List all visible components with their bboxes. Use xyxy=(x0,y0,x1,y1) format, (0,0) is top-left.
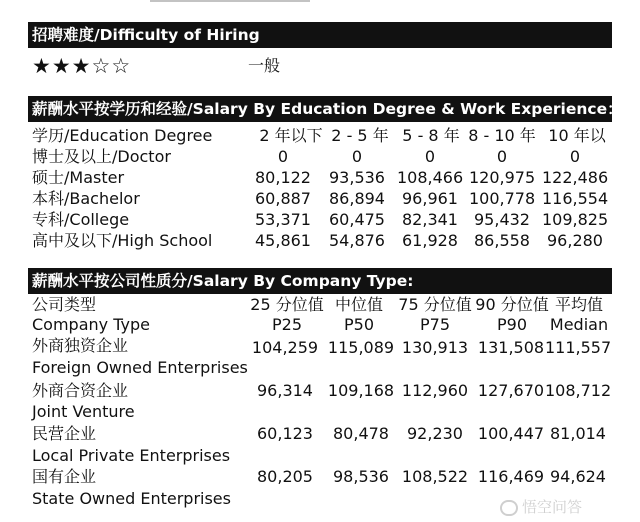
company-row-label-en: State Owned Enterprises xyxy=(32,489,231,508)
education-cell: 0 xyxy=(351,147,363,166)
company-row-label-cn: 民营企业 xyxy=(32,424,97,443)
star-outline-icon: ☆ xyxy=(91,54,112,78)
education-cell: 0 xyxy=(424,147,436,166)
company-row-label-en: Foreign Owned Enterprises xyxy=(32,358,248,377)
education-cell: 96,961 xyxy=(402,189,458,208)
company-cell: 115,089 xyxy=(327,338,395,357)
education-cell: 120,975 xyxy=(469,168,536,187)
education-row-label: 高中及以下/High School xyxy=(32,231,213,250)
company-cell: 116,469 xyxy=(477,467,545,486)
company-cell: 100,447 xyxy=(477,424,545,443)
education-cell: 95,432 xyxy=(474,210,530,229)
education-cell: 0 xyxy=(277,147,289,166)
education-cell: 60,887 xyxy=(255,189,311,208)
company-row-label-en: Local Private Enterprises xyxy=(32,446,231,465)
company-col-header-en: P25 xyxy=(271,315,302,334)
education-header: 薪酬水平按学历和经验/Salary By Education Degree & Work Experience： xyxy=(28,96,612,122)
company-label-cn: 公司类型 xyxy=(32,295,97,314)
company-cell: 92,230 xyxy=(407,424,463,443)
education-cell: 60,475 xyxy=(329,210,385,229)
education-col-header: 5 - 8 年 xyxy=(402,126,460,145)
watermark-text: 悟空问答 xyxy=(522,498,583,516)
education-cell: 96,280 xyxy=(547,231,603,250)
company-cell: 98,536 xyxy=(333,467,389,486)
company-row-label-cn: 外商合资企业 xyxy=(32,381,129,400)
company-header: 薪酬水平按公司性质分/Salary By Company Type: xyxy=(28,268,612,294)
education-cell: 93,536 xyxy=(329,168,385,187)
education-cell: 53,371 xyxy=(255,210,311,229)
education-row-label: 博士及以上/Doctor xyxy=(32,147,171,166)
company-label-en: Company Type xyxy=(32,315,150,334)
star-icon: ★ xyxy=(32,54,52,78)
company-col-header-cn: 90 分位值 xyxy=(475,295,549,314)
company-col-header-cn: 中位值 xyxy=(334,295,383,314)
company-cell: 130,913 xyxy=(401,338,469,357)
education-col-header: 2 年以下 xyxy=(259,126,323,145)
education-cell: 45,861 xyxy=(255,231,311,250)
education-cell: 122,486 xyxy=(542,168,609,187)
company-row-label-cn: 国有企业 xyxy=(32,467,97,486)
education-cell: 100,778 xyxy=(469,189,536,208)
difficulty-header: 招聘难度/Difficulty of Hiring xyxy=(28,22,612,48)
company-cell: 109,168 xyxy=(327,381,395,400)
company-col-header-en: P75 xyxy=(419,315,450,334)
education-cell: 54,876 xyxy=(329,231,385,250)
education-column-label: 学历/Education Degree xyxy=(32,126,213,145)
education-cell: 86,558 xyxy=(474,231,530,250)
education-cell: 82,341 xyxy=(402,210,458,229)
company-col-header-cn: 25 分位值 xyxy=(250,295,324,314)
company-cell: 80,205 xyxy=(257,467,313,486)
education-row-label: 专科/College xyxy=(32,210,130,229)
company-cell: 96,314 xyxy=(257,381,313,400)
education-col-header: 8 - 10 年 xyxy=(468,126,536,145)
watermark xyxy=(500,496,630,518)
company-cell: 108,522 xyxy=(401,467,469,486)
top-edge-line xyxy=(150,0,310,2)
difficulty-level-text: 一般 xyxy=(248,56,281,75)
company-cell: 94,624 xyxy=(550,467,606,486)
company-cell: 131,508 xyxy=(477,338,545,357)
star-icon: ★ xyxy=(71,54,92,78)
education-cell: 108,466 xyxy=(397,168,464,187)
star-icon: ★ xyxy=(51,54,72,78)
education-row-label: 硕士/Master xyxy=(32,168,125,187)
company-cell: 81,014 xyxy=(550,424,606,443)
company-col-header-en: P50 xyxy=(343,315,374,334)
company-cell: 127,670 xyxy=(477,381,545,400)
company-cell: 111,557 xyxy=(545,338,612,357)
education-cell: 86,894 xyxy=(329,189,385,208)
company-cell: 80,478 xyxy=(333,424,389,443)
education-cell: 61,928 xyxy=(402,231,458,250)
company-row-label-en: Joint Venture xyxy=(32,402,135,421)
company-cell: 60,123 xyxy=(257,424,313,443)
education-col-header: 10 年以 xyxy=(548,126,606,145)
education-cell: 0 xyxy=(496,147,508,166)
difficulty-star-rating xyxy=(32,54,131,78)
company-col-header-en: Median xyxy=(549,315,609,334)
company-cell: 108,712 xyxy=(545,381,612,400)
company-cell: 112,960 xyxy=(401,381,469,400)
education-cell: 109,825 xyxy=(542,210,609,229)
education-cell: 0 xyxy=(569,147,581,166)
education-cell: 80,122 xyxy=(255,168,311,187)
education-row-label: 本科/Bachelor xyxy=(32,189,140,208)
company-col-header-cn: 平均值 xyxy=(554,295,603,314)
company-col-header-en: P90 xyxy=(496,315,527,334)
company-col-header-cn: 75 分位值 xyxy=(398,295,472,314)
education-cell: 116,554 xyxy=(542,189,609,208)
speech-bubble-icon xyxy=(500,500,518,516)
company-row-label-cn: 外商独资企业 xyxy=(32,336,129,355)
company-cell: 104,259 xyxy=(251,338,319,357)
star-outline-icon: ☆ xyxy=(111,54,132,78)
education-col-header: 2 - 5 年 xyxy=(331,126,389,145)
